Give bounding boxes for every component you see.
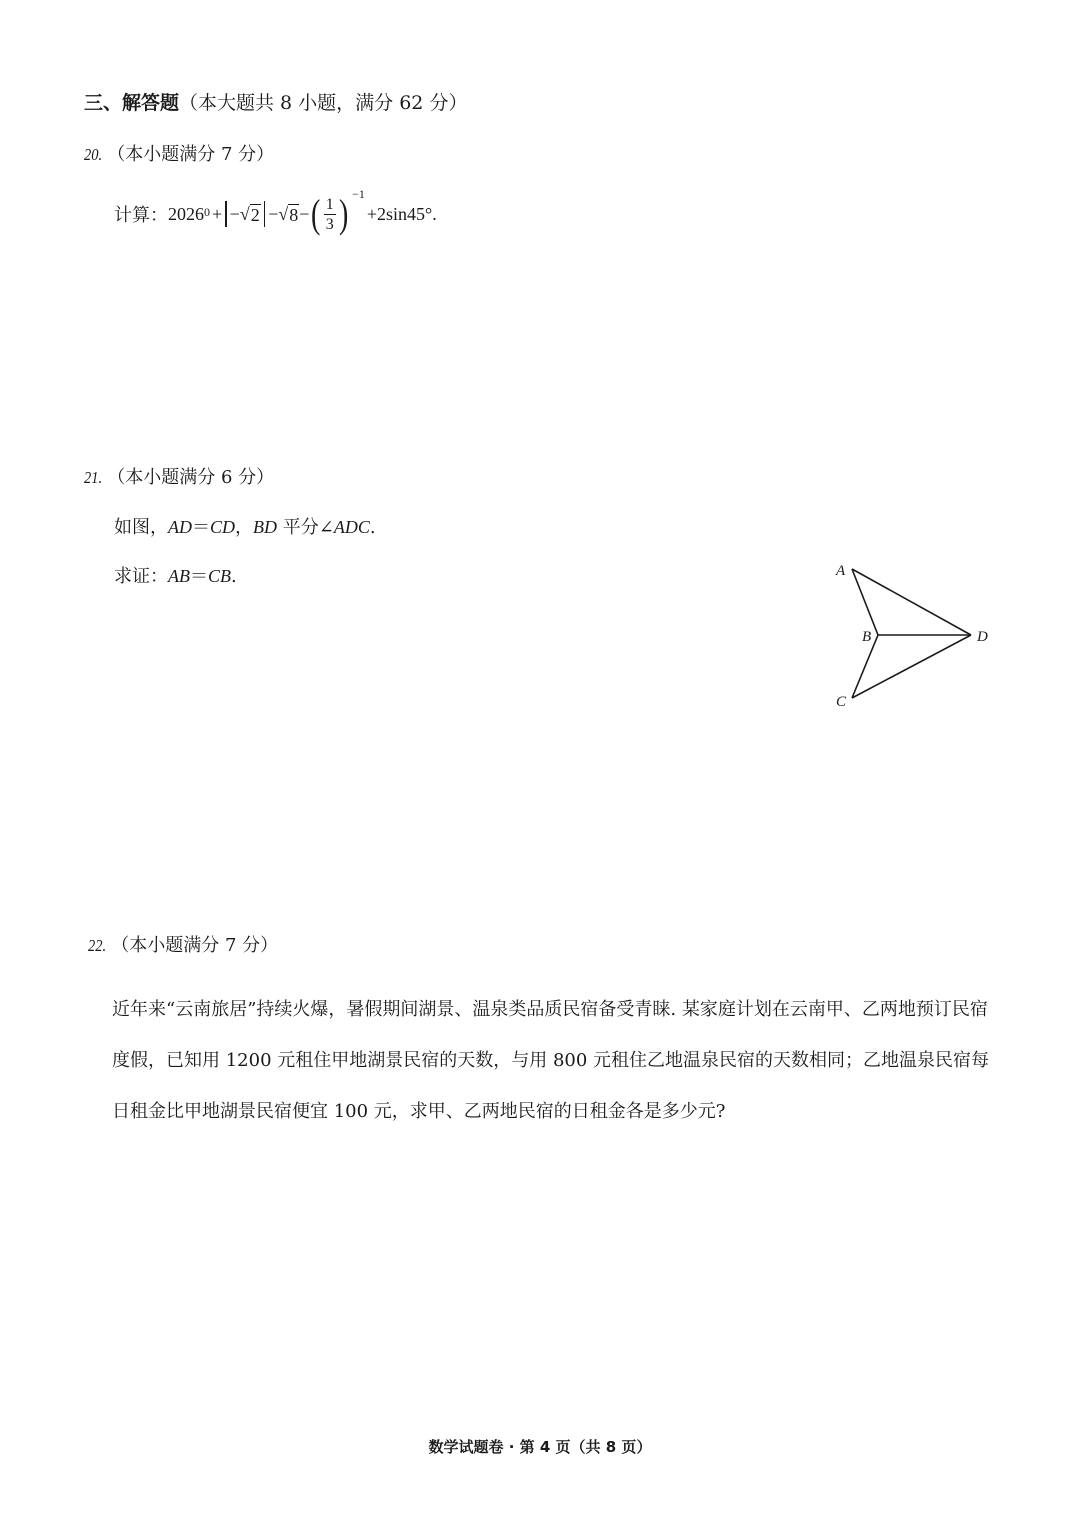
paren-right: ): [338, 191, 349, 236]
q21-given-prefix: 如图，: [114, 517, 168, 538]
q20-formula: [114, 186, 437, 236]
period: .: [369, 517, 376, 538]
q20-base: 2026: [168, 203, 204, 224]
page-footer: 数学试题卷 · 第 4 页（共 8 页）: [428, 1438, 652, 1456]
q20-minus-a: −: [229, 203, 240, 224]
sqrt-2-radicand: 2: [250, 204, 260, 225]
sqrt-8-radicand: 8: [289, 204, 299, 225]
label-b: B: [862, 629, 872, 645]
segment-cb: CB: [208, 566, 232, 586]
sqrt-8: [278, 204, 299, 225]
angle-adc: ADC: [333, 517, 370, 537]
radical-icon: √: [239, 203, 250, 224]
segment-cd: CD: [210, 517, 236, 537]
comma: ，: [235, 517, 254, 538]
q21-prove: [114, 562, 237, 588]
fraction: [324, 195, 336, 234]
sqrt-2: [240, 204, 261, 225]
q20-label: 计算：: [114, 205, 168, 226]
segment-ad: AD: [168, 517, 192, 537]
q20-header: [84, 140, 274, 166]
equals-sign: ＝: [192, 517, 210, 538]
fraction-denominator: 3: [325, 215, 334, 233]
line-ab: [852, 569, 878, 635]
q20-minus-b: −: [268, 203, 279, 224]
segment-ab: AB: [168, 566, 190, 586]
label-c: C: [836, 694, 847, 710]
q21-score: （本小题满分 6 分）: [107, 467, 275, 488]
q20-number: 20.: [84, 145, 103, 164]
radical-icon: √: [278, 203, 289, 224]
label-d: D: [977, 629, 988, 645]
section-title: [84, 88, 467, 115]
abs-bar-right: [264, 201, 266, 227]
fraction-numerator: 1: [325, 195, 334, 213]
q20-base-exponent: 0: [204, 204, 210, 219]
q21-given: [114, 513, 376, 539]
q22-text: 近年来“云南旅居”持续火爆，暑假期间湖景、温泉类品质民宿备受青睐. 某家庭计划在云南甲、乙两地预订民宿度假，已知用 1200 元租住甲地湖景民宿的天数，与用 800 元租住乙地温泉民宿的天数相同；乙地温泉民宿每日租金比甲地湖景民宿便宜 100 元，求甲、乙两地民宿的日租金各是多少元?: [112, 999, 990, 1122]
q21-header: [84, 463, 274, 489]
section-head: 三、解答题: [84, 92, 180, 114]
q20-minus-c: −: [299, 203, 310, 224]
abs-bar-left: [225, 201, 227, 227]
section-note: （本大题共 8 小题，满分 62 分）: [179, 92, 468, 114]
period: .: [231, 566, 237, 587]
negative-exponent: −1: [352, 186, 365, 201]
q20-tail: +2sin45°.: [366, 203, 437, 224]
label-a: A: [836, 563, 846, 579]
q21-prove-prefix: 求证：: [114, 566, 168, 587]
paren-left: (: [311, 191, 321, 236]
q20-plus: +: [212, 203, 223, 224]
q20-score: （本小题满分 7 分）: [107, 144, 275, 165]
q21-figure: [826, 552, 996, 712]
equals-sign: ＝: [190, 566, 208, 587]
q22-number: 22.: [88, 936, 107, 955]
q21-number: 21.: [84, 468, 103, 487]
q22-header: [88, 931, 278, 957]
q22-score: （本小题满分 7 分）: [111, 935, 279, 956]
line-ad: [852, 569, 971, 635]
segment-bd: BD: [253, 517, 278, 537]
bisect-text: 平分∠: [277, 517, 334, 538]
